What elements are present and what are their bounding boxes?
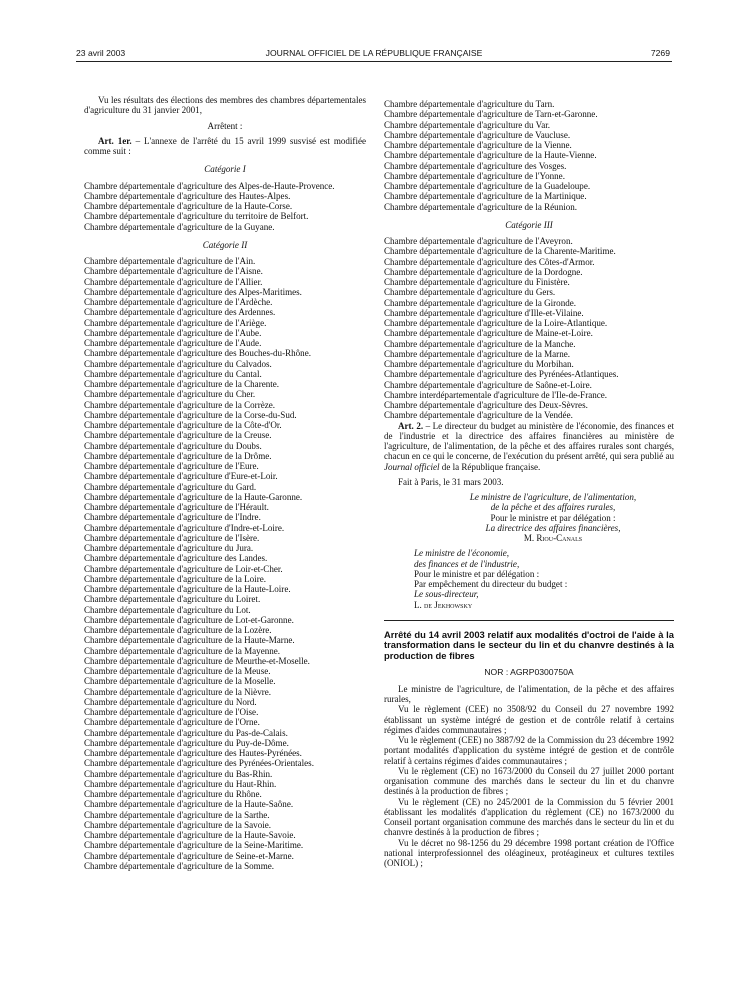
chambre-entry: Chambre départementale d'agriculture des Pyrénées-Orientales. — [84, 758, 314, 769]
sig2-line4: Par empêchement du directeur du budget : — [414, 579, 568, 589]
chambre-entry: Chambre départementale d'agriculture de la Haute-Saône. — [84, 799, 294, 810]
chambre-entry: Chambre départementale d'agriculture de la Meuse. — [84, 666, 271, 676]
chambre-entry: Chambre départementale d'agriculture de la Guyane. — [84, 221, 275, 232]
chambre-entry: Chambre départementale d'agriculture d'Eure-et-Loir. — [84, 471, 278, 482]
chambre-entry: Chambre départementale d'agriculture de la Corrèze. — [84, 399, 276, 410]
chambre-entry: Chambre départementale d'agriculture de la Drôme. — [84, 450, 272, 461]
chambre-entry: Chambre départementale d'agriculture de l'Ain. — [84, 256, 256, 266]
chambre-entry: Chambre interdépartementale d'agriculture de l'Ile-de-France. — [384, 389, 608, 400]
sig2-line3: Pour le ministre et par délégation : — [414, 568, 540, 579]
arrete-title: Arrêté du 14 avril 2003 relatif aux modalités d'octroi de l'aide à la transformation dans le secteur du lin et du chanvre destinés à la production de fibres — [384, 628, 674, 661]
chambre-entry: Chambre départementale d'agriculture des Landes. — [84, 553, 268, 564]
chambre-entry: Chambre départementale d'agriculture de l'Ardèche. — [84, 297, 273, 307]
chambre-entry: Chambre départementale d'agriculture de la Corse-du-Sud. — [84, 409, 297, 420]
chambre-entry: Chambre départementale d'agriculture du Gers. — [384, 287, 556, 298]
chambre-entry: Chambre départementale d'agriculture des Deux-Sèvres. — [384, 400, 588, 410]
chambre-entry: Chambre départementale d'agriculture du Lot. — [84, 604, 251, 615]
paragraph-ministre: Le ministre de l'agriculture, de l'alimentation, de la pêche et des affaires rurales, — [384, 683, 674, 705]
sig2-name: L. de Jekhowsky — [414, 599, 473, 610]
chambre-entry: Chambre départementale d'agriculture de l'Indre. — [84, 512, 261, 523]
chambre-entry: Chambre départementale d'agriculture du Calvados. — [84, 358, 272, 369]
paragraph-vu-245-2001: Vu le règlement (CE) no 245/2001 de la Commission du 5 février 2001 établissant les modalités d'application du règlement (CE) no 1673/2000 du Conseil portant organisation commune des marchés dans le secteur du lin et du chanvre destinés à la production de fibres ; — [384, 796, 674, 838]
category-1-list — [84, 181, 366, 232]
chambre-entry: Chambre départementale d'agriculture du Jura. — [84, 543, 254, 553]
chambre-entry: Chambre départementale d'agriculture de Lot-et-Garonne. — [84, 614, 294, 625]
chambre-entry: Chambre départementale d'agriculture de la Mayenne. — [84, 645, 281, 656]
chambre-entry: Chambre départementale d'agriculture de la Savoie. — [84, 819, 272, 830]
sig1-line4: La directrice des affaires financières, — [485, 522, 621, 533]
chambre-entry: Chambre départementale d'agriculture de la Haute-Loire. — [84, 584, 291, 594]
sig1-line1: Le ministre de l'agriculture, de l'alimentation, — [469, 492, 637, 502]
article-1-label: Art. 1er. — [98, 135, 132, 146]
chambre-entry: Chambre départementale d'agriculture de l'Orne. — [84, 717, 260, 728]
chambre-entry: Chambre départementale d'agriculture des Alpes-Maritimes. — [84, 286, 302, 297]
intro-paragraph: Vu les résultats des élections des membres des chambres départementales d'agriculture du 31 janvier 2001, — [84, 95, 366, 116]
chambre-entry: Chambre départementale d'agriculture de la Martinique. — [384, 191, 587, 202]
chambre-entry: Chambre départementale d'agriculture de la Nièvre. — [84, 686, 272, 697]
journal-officiel-ref: Journal officiel — [384, 461, 440, 472]
chambre-entry: Chambre départementale d'agriculture de Seine-et-Marne. — [84, 850, 294, 861]
chambre-entry: Chambre départementale d'agriculture d'Ille-et-Vilaine. — [384, 307, 584, 318]
chambre-entry: Chambre départementale d'agriculture du Nord. — [84, 696, 257, 707]
article-2-label: Art. 2. — [398, 420, 424, 431]
category-3-heading: Catégorie III — [505, 219, 553, 230]
chambre-entry: Chambre départementale d'agriculture des Côtes-d'Armor. — [384, 256, 595, 267]
paragraph-vu-decret-98-1256: Vu le décret no 98-1256 du 29 décembre 1998 portant création de l'Office national interprofessionnel des oléagineux, protéagineux et cultures textiles (ONIOL) ; — [384, 837, 674, 869]
chambre-entry: Chambre départementale d'agriculture de la Creuse. — [84, 430, 272, 441]
chambre-entry: Chambre départementale d'agriculture du Var. — [384, 119, 551, 130]
chambre-entry: Chambre départementale d'agriculture du Finistère. — [384, 277, 570, 287]
category-2-heading: Catégorie II — [202, 239, 248, 250]
chambre-entry: Chambre départementale d'agriculture de la Loire-Atlantique. — [384, 318, 608, 328]
chambre-entry: Chambre départementale d'agriculture de la Réunion. — [384, 201, 578, 212]
signature-block-economie — [414, 548, 674, 610]
chambre-entry: Chambre départementale d'agriculture du Tarn. — [384, 99, 555, 109]
chambre-entry: Chambre départementale d'agriculture du Loiret. — [84, 594, 261, 605]
chambre-entry: Chambre départementale d'agriculture de Maine-et-Loire. — [384, 328, 593, 339]
category-2-list — [84, 256, 366, 871]
chambre-entry: Chambre départementale d'agriculture de la Haute-Savoie. — [84, 830, 296, 840]
chambre-entry: Chambre départementale d'agriculture de Tarn-et-Garonne. — [384, 109, 598, 120]
fait-a-paris: Fait à Paris, le 31 mars 2003. — [398, 476, 504, 487]
chambre-entry: Chambre départementale d'agriculture de la Seine-Maritime. — [84, 840, 304, 851]
right-column — [384, 99, 674, 868]
chambre-entry: Chambre départementale d'agriculture de la Marne. — [384, 348, 571, 359]
chambre-entry: Chambre départementale d'agriculture du Haut-Rhin. — [84, 778, 277, 789]
chambre-entry: Chambre départementale d'agriculture de l'Isère. — [84, 532, 260, 543]
chambre-entry: Chambre départementale d'agriculture de l'Aisne. — [84, 266, 263, 277]
chambre-entry: Chambre départementale d'agriculture de la Haute-Marne. — [84, 635, 295, 646]
sig2-line2: des finances et de l'industrie, — [414, 558, 520, 569]
paragraph-vu-3887-92: Vu le règlement (CEE) no 3887/92 de la Commission du 23 décembre 1992 portant modalités d'application du système intégré de gestion et de contrôle relatif à certains régimes d'aides communautaires ; — [384, 735, 674, 766]
chambre-entry: Chambre départementale d'agriculture du Doubs. — [84, 440, 262, 451]
chambre-entry: Chambre départementale d'agriculture de l'Eure. — [84, 461, 259, 471]
article-2-text-b: de la République française. — [439, 461, 541, 472]
chambre-entry: Chambre départementale d'agriculture de Meurthe-et-Moselle. — [84, 655, 310, 666]
chambre-entry: Chambre départementale d'agriculture de Loir-et-Cher. — [84, 563, 283, 574]
sig1-line3: Pour le ministre et par délégation : — [490, 512, 616, 523]
chambre-entry: Chambre départementale d'agriculture de l'Yonne. — [384, 170, 565, 181]
article-1 — [84, 136, 366, 157]
sig1-line2: de la pêche et des affaires rurales, — [490, 502, 616, 513]
left-column — [84, 95, 366, 871]
chambre-entry: Chambre départementale d'agriculture des Alpes-de-Haute-Provence. — [84, 180, 335, 191]
chambre-entry: Chambre départementale d'agriculture de Saône-et-Loire. — [384, 379, 592, 390]
header-title: JOURNAL OFFICIEL DE LA RÉPUBLIQUE FRANÇAISE — [265, 48, 483, 58]
category-3-list — [384, 236, 674, 421]
chambre-entry: Chambre départementale d'agriculture de la Vienne. — [384, 140, 572, 150]
chambre-entry: Chambre départementale d'agriculture des Hautes-Pyrénées. — [84, 748, 302, 758]
article-2 — [384, 421, 674, 472]
sig2-line5: Le sous-directeur, — [414, 589, 479, 600]
chambre-entry: Chambre départementale d'agriculture de l'Aveyron. — [384, 236, 573, 246]
chambre-entry: Chambre départementale d'agriculture de l'Ariège. — [84, 317, 267, 328]
chambre-entry: Chambre départementale d'agriculture de la Haute-Vienne. — [384, 150, 597, 161]
chambre-entry: Chambre départementale d'agriculture du Rhône. — [84, 789, 262, 799]
signature-block-agriculture — [384, 492, 674, 543]
chambre-entry: Chambre départementale d'agriculture de la Charente-Maritime. — [384, 246, 616, 257]
paragraph-vu-3508-92: Vu le règlement (CEE) no 3508/92 du Conseil du 27 novembre 1992 établissant un système intégré de gestion et de contrôle relatif à certains régimes d'aides communautaires ; — [384, 704, 674, 735]
nor-reference: NOR : AGRP0300750A — [484, 666, 574, 677]
chambre-entry: Chambre départementale d'agriculture du Bas-Rhin. — [84, 768, 273, 779]
chambre-entry: Chambre départementale d'agriculture de la Haute-Corse. — [84, 201, 293, 211]
chambre-entry: Chambre départementale d'agriculture des Ardennes. — [84, 307, 276, 318]
chambre-entry: Chambre départementale d'agriculture de la Charente. — [84, 379, 280, 389]
chambre-entry: Chambre départementale d'agriculture de Vaucluse. — [384, 129, 571, 140]
chambre-entry: Chambre départementale d'agriculture de l'Oise. — [84, 707, 259, 717]
category-2-list-continued — [384, 99, 674, 212]
section-separator — [384, 620, 674, 621]
chambre-entry: Chambre départementale d'agriculture du Morbihan. — [384, 359, 574, 369]
chambre-entry: Chambre départementale d'agriculture de l'Allier. — [84, 276, 263, 287]
sig1-name: M. Riou-Canals — [523, 533, 583, 543]
chambre-entry: Chambre départementale d'agriculture du Puy-de-Dôme. — [84, 737, 289, 748]
chambre-entry: Chambre départementale d'agriculture des Bouches-du-Rhône. — [84, 348, 311, 359]
category-1-heading: Catégorie I — [204, 164, 246, 175]
chambre-entry: Chambre départementale d'agriculture des Hautes-Alpes. — [84, 190, 291, 201]
sig2-line1: Le ministre de l'économie, — [414, 548, 510, 559]
chambre-entry: Chambre départementale d'agriculture des Vosges. — [384, 160, 567, 171]
chambre-entry: Chambre départementale d'agriculture de l'Hérault. — [84, 502, 269, 512]
chambre-entry: Chambre départementale d'agriculture des Pyrénées-Atlantiques. — [384, 369, 619, 380]
chambre-entry: Chambre départementale d'agriculture de l'Aube. — [84, 327, 262, 338]
chambre-entry: Chambre départementale d'agriculture du Pas-de-Calais. — [84, 727, 288, 738]
chambre-entry: Chambre départementale d'agriculture de la Manche. — [384, 338, 576, 349]
chambre-entry: Chambre départementale d'agriculture du Cantal. — [84, 368, 262, 379]
article-1-text: – L'annexe de l'arrêté du 15 avril 1999 susvisé est modifiée comme suit : — [84, 135, 366, 156]
chambre-entry: Chambre départementale d'agriculture de la Gironde. — [384, 297, 577, 308]
chambre-entry: Chambre départementale d'agriculture de la Somme. — [84, 860, 275, 871]
article-2-text-a: – Le directeur du budget au ministère de l'économie, des finances et de l'industrie et la directrice des affaires financières au ministère de l'agriculture, de l'alimentation, de la pêche et des affaires rurales sont chargés, chacun en ce qui le concerne, de l'exécution du présent arrêté, qui sera publié au — [384, 420, 674, 462]
header-date: 23 avril 2003 — [76, 48, 126, 58]
chambre-entry: Chambre départementale d'agriculture de l'Aude. — [84, 338, 262, 348]
header-rule — [76, 61, 672, 62]
chambre-entry: Chambre départementale d'agriculture de la Lozère. — [84, 625, 272, 635]
chambre-entry: Chambre départementale d'agriculture de la Loire. — [84, 573, 266, 584]
chambre-entry: Chambre départementale d'agriculture de la Sarthe. — [84, 809, 270, 820]
chambre-entry: Chambre départementale d'agriculture de la Vendée. — [384, 410, 573, 421]
chambre-entry: Chambre départementale d'agriculture de la Côte-d'Or. — [84, 420, 282, 430]
arretent-label: Arrêtent : — [207, 120, 243, 131]
chambre-entry: Chambre départementale d'agriculture de la Dordogne. — [384, 266, 583, 277]
chambre-entry: Chambre départementale d'agriculture d'Indre-et-Loire. — [84, 522, 285, 533]
chambre-entry: Chambre départementale d'agriculture de la Haute-Garonne. — [84, 491, 303, 502]
chambre-entry: Chambre départementale d'agriculture du territoire de Belfort. — [84, 211, 309, 222]
chambre-entry: Chambre départementale d'agriculture de la Moselle. — [84, 676, 276, 687]
chambre-entry: Chambre départementale d'agriculture de la Guadeloupe. — [384, 181, 591, 191]
page-number: 7269 — [650, 48, 670, 58]
chambre-entry: Chambre départementale d'agriculture du Gard. — [84, 481, 257, 492]
chambre-entry: Chambre départementale d'agriculture du Cher. — [84, 389, 256, 400]
paragraph-vu-1673-2000: Vu le règlement (CE) no 1673/2000 du Conseil du 27 juillet 2000 portant organisation commune des marchés dans le secteur du lin et du chanvre destinés à la production de fibres ; — [384, 765, 674, 797]
